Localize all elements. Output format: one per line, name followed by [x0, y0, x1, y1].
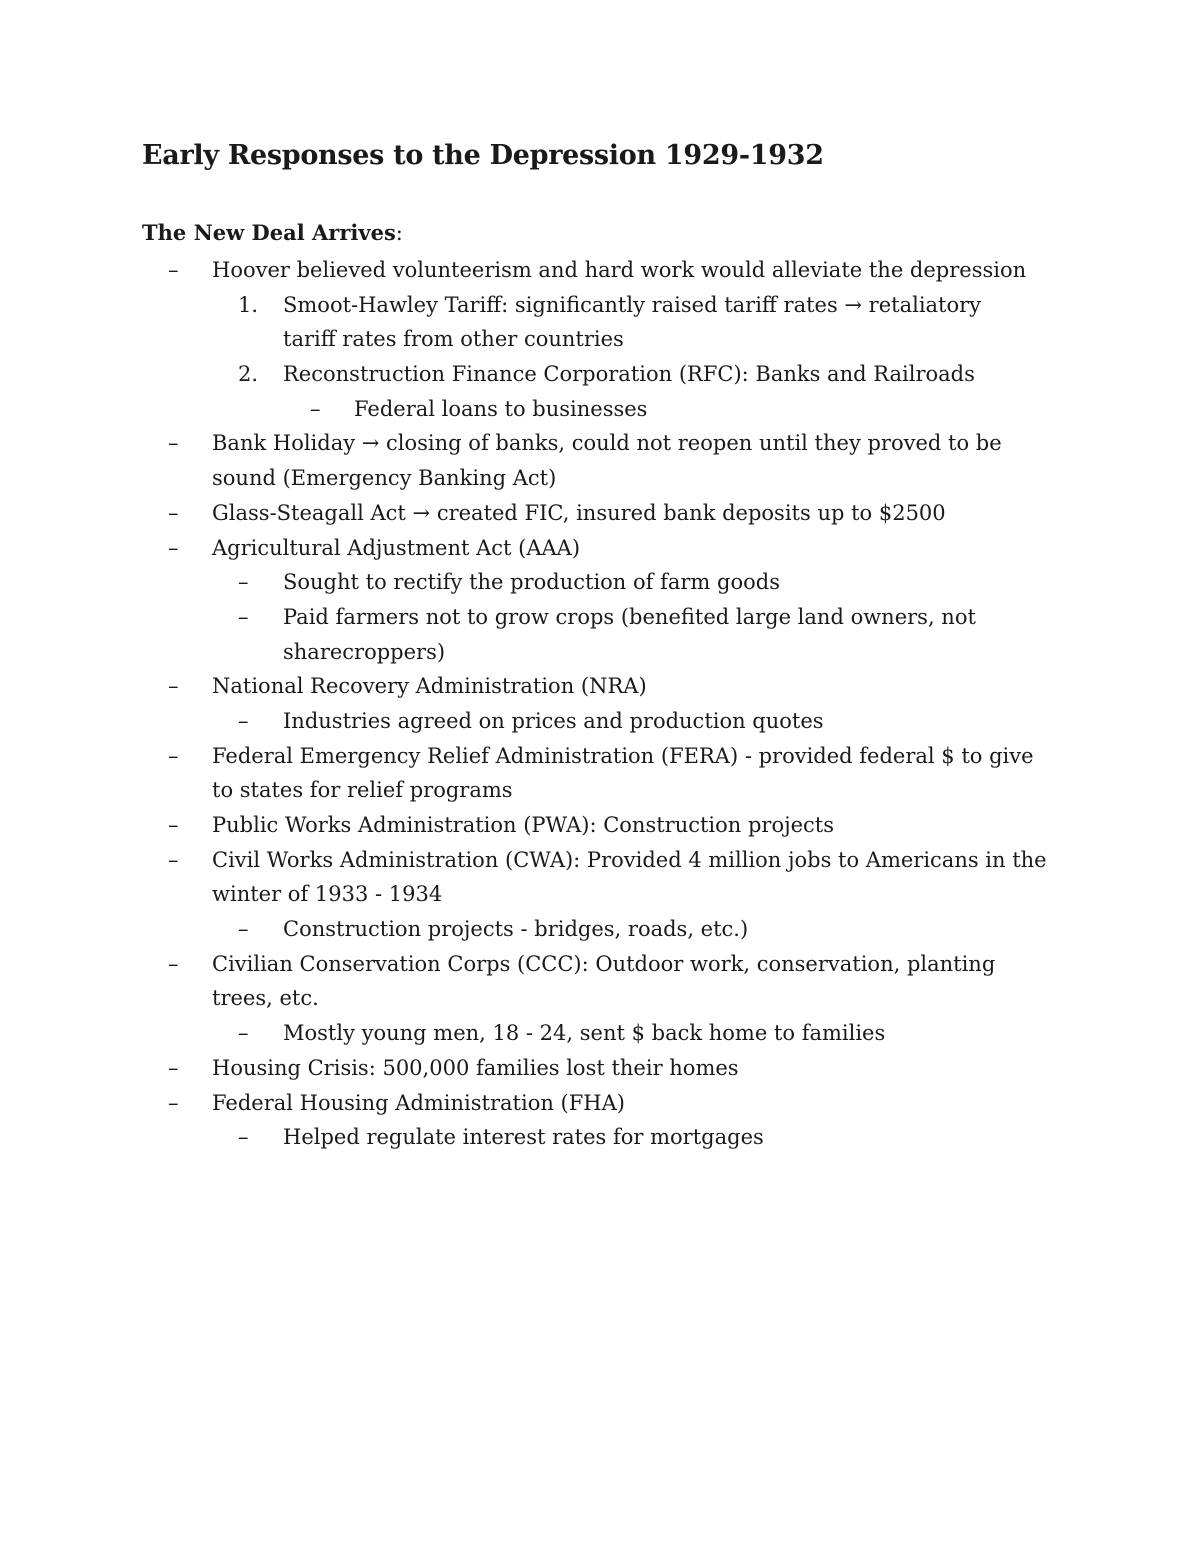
list-item-text: Construction projects - bridges, roads, etc.) — [283, 917, 749, 942]
list-item — [0, 1051, 1200, 1086]
list-item — [0, 669, 1200, 704]
list-item-text: to states for relief programs — [212, 778, 513, 803]
list-item-text: Civil Works Administration (CWA): Provided 4 million jobs to Americans in the — [212, 847, 1047, 872]
list-marker: – — [168, 813, 179, 837]
list-item-text: Public Works Administration (PWA): Construction projects — [212, 813, 835, 837]
list-marker: – — [168, 743, 179, 768]
list-marker: – — [238, 1125, 249, 1150]
list-marker: – — [238, 604, 249, 629]
section-heading — [142, 220, 403, 245]
list-marker: – — [238, 570, 249, 595]
list-item — [0, 357, 1200, 392]
list-item — [0, 392, 1200, 427]
list-item — [0, 531, 1200, 566]
list-item — [0, 322, 1200, 357]
list-marker: – — [168, 1055, 179, 1080]
list-item-text: Federal Housing Administration (FHA) — [212, 1090, 625, 1115]
list-item-text: sound (Emergency Banking Act) — [212, 466, 557, 491]
list-marker: – — [238, 917, 249, 942]
list-marker: – — [168, 951, 179, 976]
list-item — [0, 981, 1200, 1016]
list-item-text: Agricultural Adjustment Act (AAA) — [212, 535, 581, 560]
list-item — [0, 461, 1200, 496]
list-item — [0, 600, 1200, 635]
list-item-text: Reconstruction Finance Corporation (RFC): Banks and Railroads — [283, 362, 975, 387]
section-heading-label: The New Deal Arrives — [142, 220, 396, 245]
list-item-text: Glass-Steagall Act → created FIC, insured bank deposits up to $2500 — [212, 500, 946, 525]
list-item — [0, 288, 1200, 323]
page-title: Early Responses to the Depression 1929-1932 — [142, 140, 824, 171]
list-item-text: sharecroppers) — [283, 639, 446, 664]
list-item — [0, 947, 1200, 982]
list-item — [0, 843, 1200, 878]
list-item-text: trees, etc. — [212, 986, 319, 1011]
list-item-text: Federal Emergency Relief Administration (FERA) - provided federal $ to give — [212, 743, 1034, 768]
list-item — [0, 877, 1200, 912]
list-item-text: National Recovery Administration (NRA) — [212, 674, 647, 699]
list-item — [0, 704, 1200, 739]
list-item-text: winter of 1933 - 1934 — [212, 882, 443, 907]
list-item — [0, 739, 1200, 774]
list-marker: – — [168, 535, 179, 560]
list-item — [0, 565, 1200, 600]
list-item — [0, 1120, 1200, 1155]
list-marker: – — [168, 847, 179, 872]
notes-list — [0, 253, 1200, 1155]
list-marker: – — [168, 674, 179, 699]
list-item-text: Paid farmers not to grow crops (benefited large land owners, not — [283, 604, 976, 629]
list-item — [0, 808, 1200, 843]
list-item — [0, 496, 1200, 531]
list-item-text: Hoover believed volunteerism and hard work would alleviate the depression — [212, 258, 1027, 282]
list-marker: – — [310, 396, 321, 421]
list-marker: 2. — [238, 362, 259, 387]
list-item-text: tariff rates from other countries — [283, 327, 624, 352]
list-item — [0, 912, 1200, 947]
list-item — [0, 1016, 1200, 1051]
list-marker: – — [168, 258, 179, 282]
section-heading-colon: : — [395, 221, 403, 245]
list-item — [0, 773, 1200, 808]
list-item-text: Smoot-Hawley Tariff: significantly raised tariff rates → retaliatory — [283, 292, 982, 317]
list-marker: 1. — [238, 292, 259, 317]
list-marker: – — [168, 500, 179, 525]
list-item — [0, 1086, 1200, 1121]
list-item — [0, 426, 1200, 461]
list-item-text: Sought to rectify the production of farm goods — [283, 570, 780, 595]
list-marker: – — [168, 1090, 179, 1115]
list-marker: – — [238, 1021, 249, 1046]
list-item-text: Housing Crisis: 500,000 families lost their homes — [212, 1055, 739, 1080]
list-item-text: Federal loans to businesses — [354, 396, 648, 421]
list-marker: – — [238, 708, 249, 733]
list-item-text: Industries agreed on prices and production quotes — [283, 708, 824, 733]
list-item — [0, 253, 1200, 288]
list-item-text: Mostly young men, 18 - 24, sent $ back home to families — [283, 1021, 886, 1046]
list-item-text: Civilian Conservation Corps (CCC): Outdoor work, conservation, planting — [212, 951, 996, 976]
list-marker: – — [168, 431, 179, 456]
list-item-text: Helped regulate interest rates for mortgages — [283, 1125, 764, 1150]
list-item-text: Bank Holiday → closing of banks, could not reopen until they proved to be — [212, 431, 1002, 456]
list-item — [0, 635, 1200, 670]
